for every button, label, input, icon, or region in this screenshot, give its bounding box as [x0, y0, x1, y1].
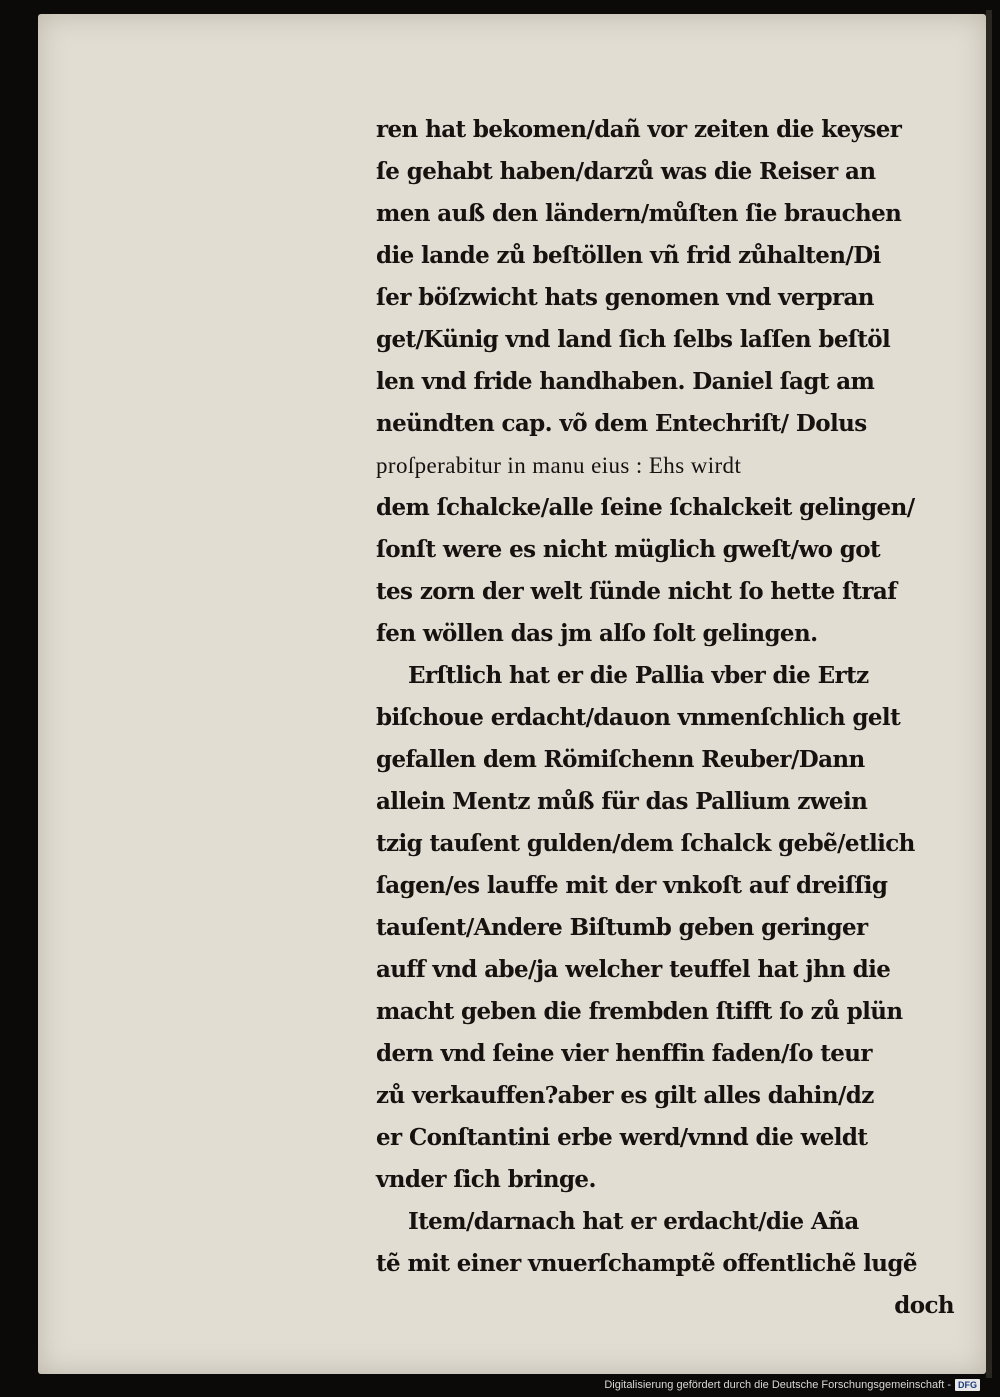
text-line-8: neündten cap. võ dem Entechriſt/ Dolus — [376, 410, 867, 437]
text-line-28: tẽ mit einer vnuerſchamptẽ offentlichẽ lugẽ — [376, 1250, 917, 1277]
text-line-13: fen wöllen das jm alſo ſolt gelingen. — [376, 620, 818, 647]
credit-text: Digitalisierung gefördert durch die Deutsche Forschungsgemeinschaft - — [604, 1379, 951, 1391]
text-line-7: len vnd fride handhaben. Daniel ſagt am — [376, 368, 875, 395]
text-line-1: ren hat bekomen/dañ vor zeiten die keyser — [376, 116, 902, 143]
text-line-25: er Conſtantini erbe werd/vnnd die weldt — [376, 1124, 868, 1151]
text-line-24: zů verkauffen?aber es gilt alles dahin/dz — [376, 1082, 874, 1109]
text-line-18: tzig tauſent gulden/dem ſchalck gebẽ/etlich — [376, 830, 915, 857]
text-line-22: macht geben die frembden ſtifft ſo zů plün — [376, 998, 903, 1025]
text-line-4: die lande zů beſtöllen vñ frid zůhalten/Di — [376, 242, 881, 269]
text-line-12: tes zorn der welt ſünde nicht ſo hette ſtraf — [376, 578, 897, 605]
text-line-17: allein Mentz můß für das Pallium zwein — [376, 788, 868, 815]
text-line-10: dem ſchalcke/alle ſeine ſchalckeit gelingen/ — [376, 494, 915, 521]
text-line-9-latin: proſperabitur in manu eius : Ehs wirdt — [376, 453, 742, 478]
text-line-23: dern vnd ſeine vier henffin faden/ſo teur — [376, 1040, 872, 1067]
text-line-5: ſer böſzwicht hats genomen vnd verpran — [376, 284, 874, 311]
text-block — [376, 109, 976, 1327]
text-line-16: gefallen dem Römiſchenn Reuber/Dann — [376, 746, 865, 773]
text-line-2: ſe gehabt haben/darzů was die Reiser an — [376, 158, 876, 185]
text-line-14-paragraph-start: Erſtlich hat er die Pallia vber die Ertz — [408, 662, 869, 689]
text-line-19: ſagen/es lauffe mit der vnkoſt auf dreiſſig — [376, 872, 888, 899]
page-edge — [986, 10, 992, 1378]
text-line-6: get/Künig vnd land ſich ſelbs laſſen beſtöl — [376, 326, 891, 353]
text-line-20: tauſent/Andere Biſtumb geben geringer — [376, 914, 868, 941]
text-line-21: auff vnd abe/ja welcher teuffel hat jhn die — [376, 956, 891, 983]
text-line-11: ſonſt were es nicht müglich gweſt/wo got — [376, 536, 881, 563]
book-page — [38, 14, 986, 1374]
text-line-3: men auß den ländern/můſten ſie brauchen — [376, 200, 902, 227]
catchword: doch — [894, 1292, 954, 1319]
text-line-26: vnder ſich bringe. — [376, 1166, 596, 1193]
digitization-credit — [604, 1376, 980, 1394]
text-line-27-paragraph-start: Item/darnach hat er erdacht/die Aña — [408, 1208, 859, 1235]
dfg-logo-icon: DFG — [955, 1379, 980, 1391]
text-line-15: biſchoue erdacht/dauon vnmenſchlich gelt — [376, 704, 901, 731]
